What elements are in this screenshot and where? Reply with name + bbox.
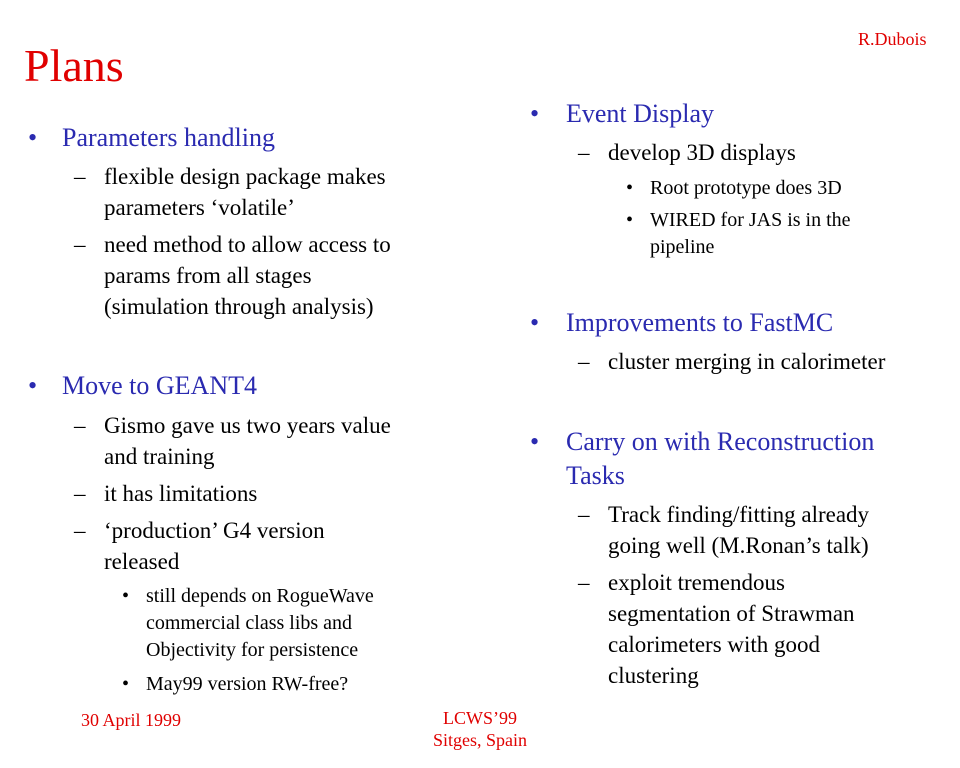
dash-icon: –: [74, 164, 86, 189]
conference-name: LCWS’99: [443, 708, 517, 728]
bullet-icon: •: [122, 673, 130, 695]
list-item: WIRED for JAS is in the pipeline: [650, 209, 851, 258]
slide-date: 30 April 1999: [81, 710, 182, 730]
slide-title: Plans: [24, 40, 124, 91]
list-item: Track finding/fitting already going well (M.Ronan’s talk): [608, 502, 870, 558]
dash-icon: –: [578, 502, 590, 527]
bullet-icon: •: [530, 427, 540, 456]
heading-reconstruction-tasks: Carry on with Reconstruction Tasks: [566, 427, 875, 490]
list-item: ‘production’ G4 version released: [104, 518, 325, 574]
dash-icon: –: [74, 413, 86, 438]
list-item: cluster merging in calorimeter: [608, 349, 886, 374]
list-item: Root prototype does 3D: [650, 177, 842, 199]
dash-icon: –: [74, 481, 86, 506]
author-name: R.Dubois: [858, 29, 927, 49]
heading-move-to-geant4: Move to GEANT4: [62, 371, 257, 400]
bullet-icon: •: [530, 308, 540, 337]
dash-icon: –: [578, 570, 590, 595]
dash-icon: –: [74, 518, 86, 543]
bullet-icon: •: [626, 177, 634, 199]
list-item: exploit tremendous segmentation of Strawman calorimeters with good clustering: [608, 570, 855, 688]
conference-location: Sitges, Spain: [432, 730, 527, 750]
bullet-icon: •: [626, 209, 634, 231]
conference-info: [430, 707, 530, 751]
bullet-icon: •: [530, 99, 540, 128]
bullet-icon: •: [122, 585, 130, 607]
list-item: need method to allow access to params from all stages (simulation through analysis): [104, 232, 391, 319]
list-item: flexible design package makes parameters ‘volatile’: [104, 164, 386, 220]
dash-icon: –: [74, 232, 86, 257]
list-item: develop 3D displays: [608, 140, 796, 165]
list-item: still depends on RogueWave commercial class libs and Objectivity for persistence: [146, 585, 374, 661]
heading-parameters-handling: Parameters handling: [62, 123, 275, 152]
dash-icon: –: [578, 349, 590, 374]
list-item: May99 version RW-free?: [146, 673, 349, 695]
heading-improvements-fastmc: Improvements to FastMC: [566, 308, 834, 337]
heading-event-display: Event Display: [566, 99, 715, 128]
list-item: Gismo gave us two years value and training: [104, 413, 391, 469]
bullet-icon: •: [28, 123, 38, 152]
list-item: it has limitations: [104, 481, 258, 506]
bullet-icon: •: [28, 371, 38, 400]
dash-icon: –: [578, 140, 590, 165]
